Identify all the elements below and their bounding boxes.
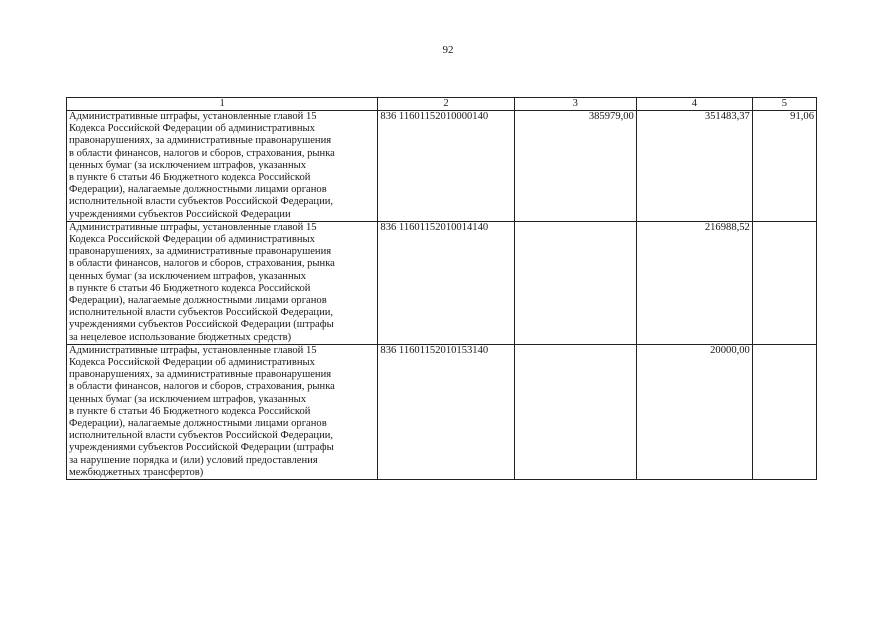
- row-col3-value: [514, 221, 636, 344]
- header-col-5: 5: [752, 98, 816, 111]
- row-budget-code: 836 11601152010014140: [378, 221, 514, 344]
- header-col-4: 4: [636, 98, 752, 111]
- row-budget-code: 836 11601152010000140: [378, 111, 514, 222]
- page-number: 92: [442, 44, 454, 56]
- row-col4-value: 20000,00: [636, 344, 752, 479]
- budget-table: [66, 97, 817, 480]
- row-col4-value: 216988,52: [636, 221, 752, 344]
- row-col4-value: 351483,37: [636, 111, 752, 222]
- row-description: Административные штрафы, установленные главой 15 Кодекса Российской Федерации об административных правонарушениях, за административные правонарушения в области финансов, налогов и сборов, страхования, рынка ценных бумаг (за исключением штрафов, указанных в пункте 6 статьи 46 Бюджетного кодекса Российской Федерации), налагаемые должностными лицами органов исполнительной власти субъектов Российской Федерации, учреждениями субъектов Российской Федерации (штрафы за нецелевое использование бюджетных средств): [67, 221, 378, 344]
- table-row: [67, 221, 817, 344]
- header-col-3: 3: [514, 98, 636, 111]
- row-col3-value: 385979,00: [514, 111, 636, 222]
- table-header: [67, 98, 817, 111]
- row-budget-code: 836 11601152010153140: [378, 344, 514, 479]
- row-col3-value: [514, 344, 636, 479]
- header-col-1: 1: [67, 98, 378, 111]
- row-col5-value: [752, 344, 816, 479]
- row-col5-value: 91,06: [752, 111, 816, 222]
- row-col5-value: [752, 221, 816, 344]
- table-row: [67, 344, 817, 479]
- header-row: [67, 98, 817, 111]
- table-row: [67, 111, 817, 222]
- header-col-2: 2: [378, 98, 514, 111]
- row-description: Административные штрафы, установленные главой 15 Кодекса Российской Федерации об административных правонарушениях, за административные правонарушения в области финансов, налогов и сборов, страхования, рынка ценных бумаг (за исключением штрафов, указанных в пункте 6 статьи 46 Бюджетного кодекса Российской Федерации), налагаемые должностными лицами органов исполнительной власти субъектов Российской Федерации, учреждениями субъектов Российской Федерации (штрафы за нарушение порядка и (или) условий предоставления межбюджетных трансфертов): [67, 344, 378, 479]
- table-body: [67, 111, 817, 480]
- row-description: Административные штрафы, установленные главой 15 Кодекса Российской Федерации об административных правонарушениях, за административные правонарушения в области финансов, налогов и сборов, страхования, рынка ценных бумаг (за исключением штрафов, указанных в пункте 6 статьи 46 Бюджетного кодекса Российской Федерации), налагаемые должностными лицами органов исполнительной власти субъектов Российской Федерации, учреждениями субъектов Российской Федерации: [67, 111, 378, 222]
